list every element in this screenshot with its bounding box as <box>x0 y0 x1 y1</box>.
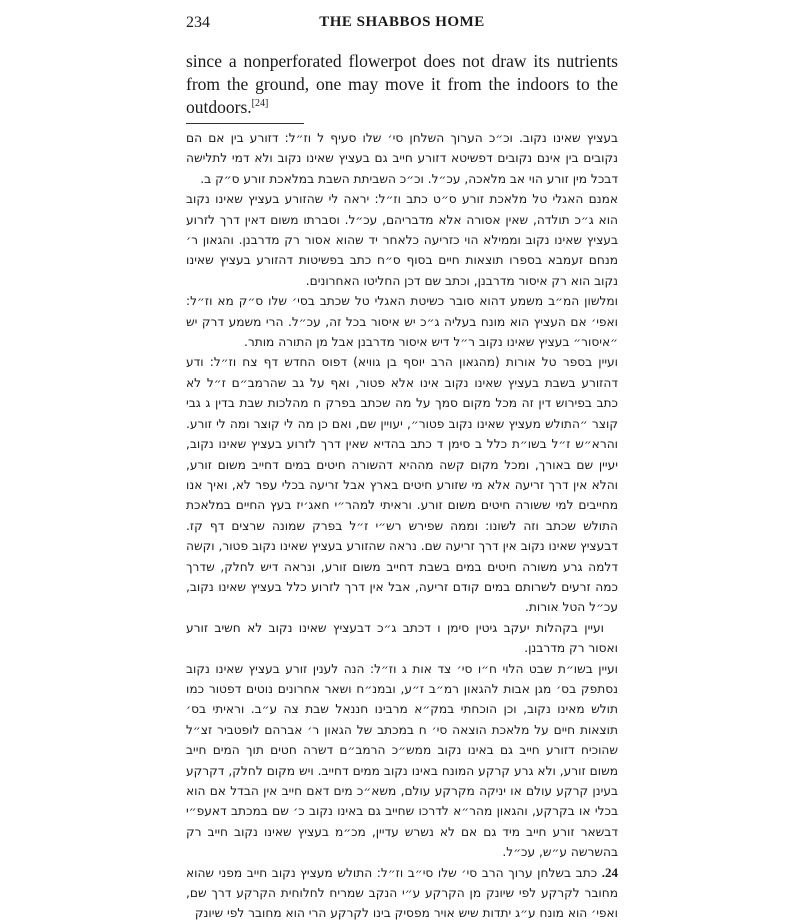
footnote-number: 24. <box>601 864 619 880</box>
footnote-reference: [24] <box>251 98 269 110</box>
main-text-body: since a nonperforated flowerpot does not draw its nutrients from the ground, one may move it from the indoors to the outdoors. <box>186 51 618 117</box>
main-text <box>186 50 618 119</box>
page-number: 234 <box>186 14 210 31</box>
footnotes <box>186 128 618 924</box>
footnote-paragraph <box>186 291 618 352</box>
footnote-paragraph <box>186 352 618 617</box>
footnote-paragraph <box>186 659 618 863</box>
running-head: THE SHABBOS HOME <box>319 14 485 30</box>
footnote-text: ועיין בספר טל אורות (מהגאון הרב יוסף בן גוויא) דפוס החדש דף צח וז״ל: ודע דהזורע בשבת בעציץ שאינו נקוב אינו אלא פטור, ואף על גב שהרמב״ם ז״ל לא כתב בפירוש דין זה מכל מקום סמך על מה שכתב בפרק ח מהלכות שבת בדין ג גבי קוצר ״התולש מעציץ שאינו נקוב פטור״, יעויין שם, ואם כן מה לי קוצר ומה לי זורע. והרא״ש ז״ל בשו״ת כלל ב סימן ד כתב בהדיא שאין דרך לזרוע בעציץ שאינו נקוב, יעיין שם באורך, ומכל מקום קשה מההיא דהשורה חיטים במים דחייב משום זורע, והלא אין דרך זריעה אלא מי שזורע חיטים בארץ אבל זריעה בכלי עפר לא, ואיך אנו מחייבים למי ששורה חיטים משום זורע. וראיתי למהר״י חאג׳יז בעץ החיים במלאכת התולש שכתב וזה לשונו: וממה שפירש רש״י ז״ל בפרק שמונה שרצים דף קז. דבעציץ שאינו נקוב אין דרך זריעה שם. נראה שהזורע בעציץ שאינו נקוב פטור, וקשה דלמה גרע משורה חיטים במים בשבת דחייב משום זורע, ונראה דיש לחלק, שדרך כמה זרעים לשרותם במים קודם זריעה, אבל אין דרך לזרוע כלל בעציץ שאינו נקוב, עכ״ל הטל אורות. <box>186 355 618 615</box>
footnote-paragraph <box>186 618 618 659</box>
page-header <box>186 14 618 36</box>
footnote-text: ועיין בשו״ת שבט הלוי ח״ו סי׳ צד אות ג וז״ל: הנה לענין זורע בעציץ שאינו נקוב נסתפק בס׳ מגן אבות להגאון רמ״ב ז״ע, ובמנ״ח ושאר אחרונים נוטים דפטור כמו תולש מאינו נקוב, וכן הוכחתי במק״א מרבינו חננאל שבת צה ע״ב. וראיתי בס׳ תוצאות חיים על מלאכת הוצאה סי׳ ח במכתב של הגאון ר׳ אברהם לופטביר זצ״ל שהוכיח דזורע חייב גם באינו נקוב ממש״כ הרמב״ם דשרה חטים תוך המים חייב משום זורע, ולא גרע קרקע המונח באינו נקוב ממים דחייב. ויש מקום לחלק, דקרקע בעינן קרקע עולם או יניקה מקרקע עולם, משא״כ מים דאם חייב אין הבדל אם הוא בכלי או בקרקע, והגאון מהר״א לדרכו שחייב גם באינו נקוב כ׳ שם במכתב דאעפ״י דבשאר זורע חייב מיד גם אם לא נשרש עדיין, מכ״מ בעציץ שאינו נקוב חייב רק בהשרשה ע״ש, עכ״ל. <box>186 661 618 860</box>
footnote-text: בעציץ שאינו נקוב. וכ״כ הערוך השלחן סי׳ שלו סעיף ל וז״ל: דזורע בין אם הם נקובים בין אינם נקובים דפשיטא דזורע חייב גם בעציץ שאינו נקוב ולא דמי לתלישה דבכל מין זורע הוי אב מלאכה, עכ״ל. וכ״כ השביתת השבת במלאכת זורע ס״ק ב. <box>186 131 618 186</box>
footnote-paragraph <box>186 189 618 291</box>
footnote-separator <box>186 123 304 124</box>
footnote-text: אמנם האגלי טל מלאכת זורע ס״ט כתב וז״ל: יראה לי שהזורע בעציץ שאינו נקוב הוא ג״כ תולדה, שאין אסורה אלא מדבריהם, עכ״ל. וסברתו משום דאין דרך לזרוע בעציץ שאינו נקוב וממילא הוי כזריעה כלאחר יד שהוא אסור רק מדרבנן. והגאון ר׳ מנחם זעמבא בספרו תוצאות חיים בסוף ס״ח כתב בפשיטות דהזורע בעציץ שאינו נקוב הוא רק איסור מדרבנן, וכתב שם דכן החליטו האחרונים. <box>186 192 618 288</box>
footnote-paragraph <box>186 128 618 189</box>
footnote-text: כתב בשלחן ערוך הרב סי׳ שלו סי״ב וז״ל: התולש מעציץ נקוב חייב מפני שהוא מחובר לקרקע לפי שיונק מן הקרקע ע״י הנקב שמריח לחלוחית הקרקע דרך שם, ואפי׳ הוא מונח ע״ג יתדות שיש אויר מפסיק בינו לקרקע הרי הוא מחובר לפי שיונק <box>186 865 618 921</box>
footnote-paragraph <box>186 863 618 924</box>
footnote-text: ומלשון המ״ב משמע דהוא סובר כשיטת האגלי טל שכתב בסי׳ שלו ס״ק מא וז״ל: ואפי׳ אם העציץ הוא מונח בעליה ג״כ יש איסור בכל זה, עכ״ל. הרי משמע דרק יש ״איסור״ בעציץ שאינו נקוב ר״ל דיש איסור מדרבנן אבל מן התורה מותר. <box>186 294 618 350</box>
footnote-text: ועיין בקהלות יעקב גיטין סימן ו דכתב ג״כ דבעציץ שאינו נקוב לא חשיב זורע ואסור רק מדרבנן. <box>186 620 618 656</box>
